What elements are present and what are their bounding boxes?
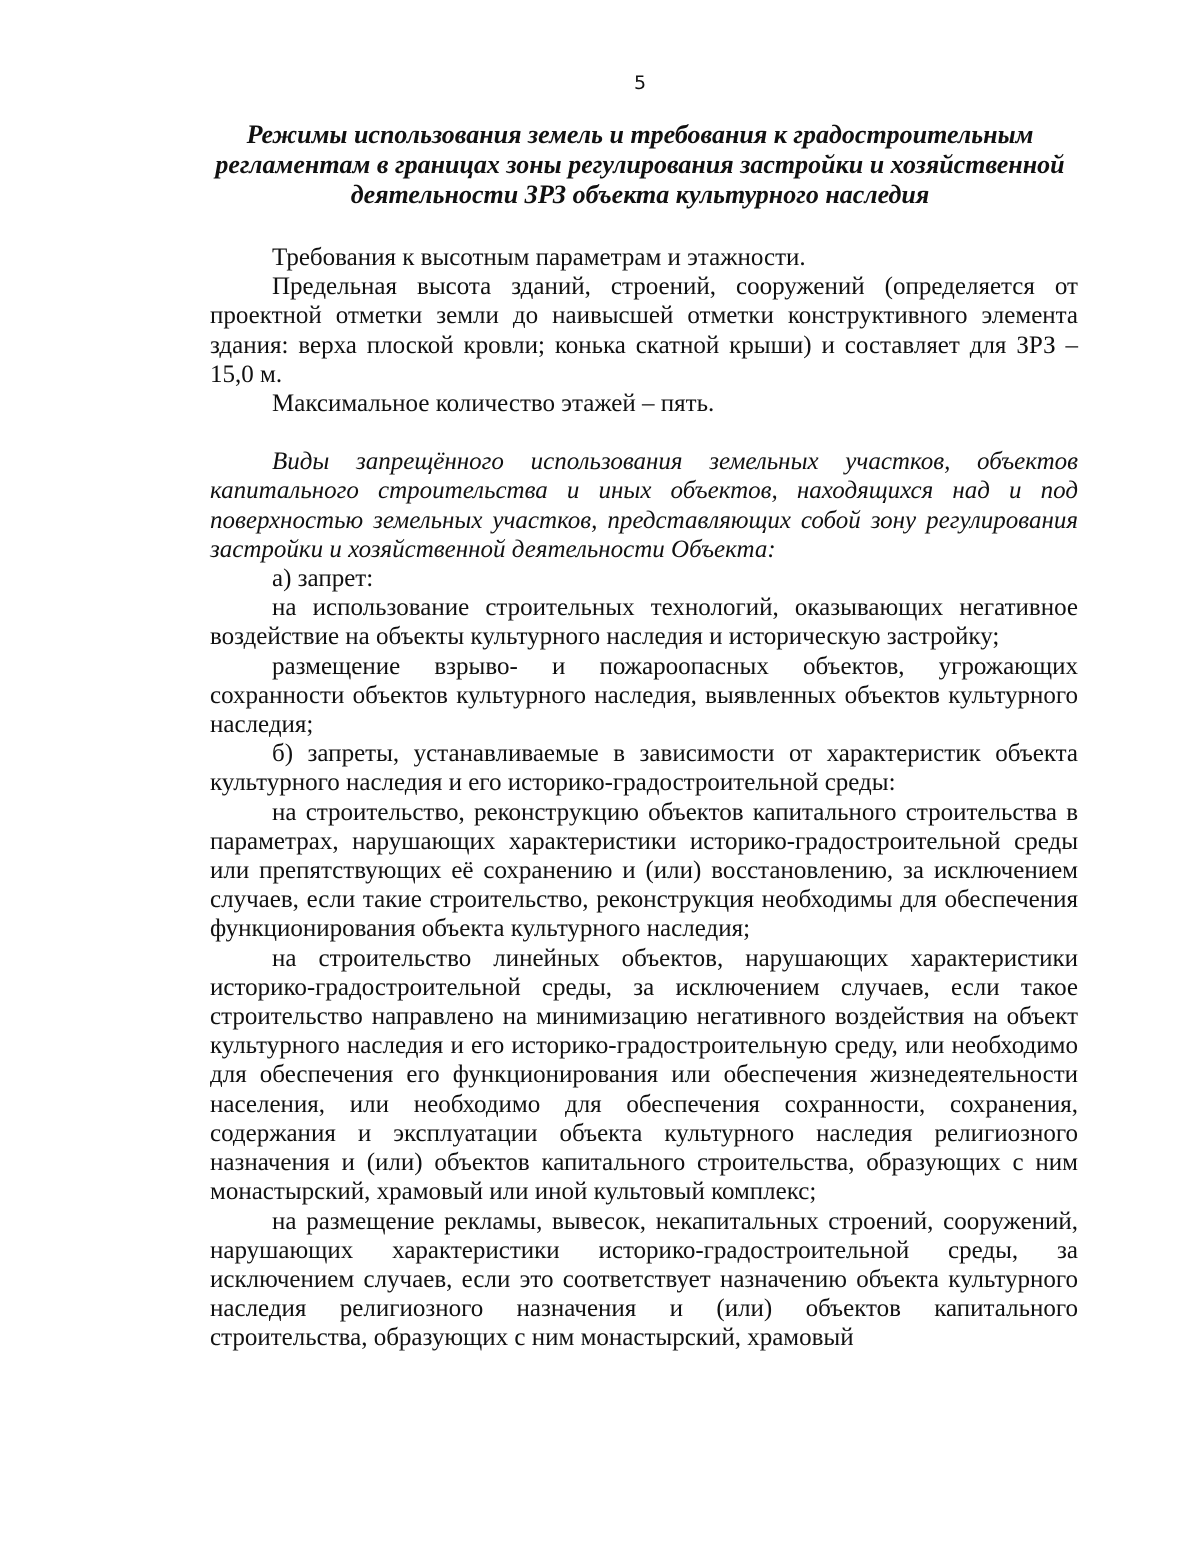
- max-height-paragraph: Предельная высота зданий, строений, сооружений (определяется от проектной отметки земли до наивысшей отметки конструктивного элемента здания: верха плоской кровли; конька скатной крыши) и составляет для ЗРЗ – 15,0 м.: [210, 273, 1078, 388]
- item-a-2: размещение взрыво- и пожароопасных объектов, угрожающих сохранности объектов культурного наследия, выявленных объектов культурного наследия;: [210, 652, 1078, 739]
- item-b-1: на строительство, реконструкцию объектов капитального строительства в параметрах, нарушающих характеристики историко-градостроительной среды или препятствующих её сохранению и (или) восстановлению, за исключением случаев, если такие строительство, реконструкция необходимы для обеспечения функционирования объекта культурного наследия;: [210, 798, 1078, 943]
- prohibited-uses-title: Виды запрещённого использования земельных участков, объектов капитального строительства и иных объектов, находящихся над и под поверхностью земельных участков, представляющих собой зону регулирования застройки и хозяйственной деятельности Объекта:: [210, 448, 1078, 563]
- heading-line-1: Режимы использования земель и требования к градостроительным: [246, 120, 1034, 149]
- heading-line-3: деятельности ЗРЗ объекта культурного наследия: [350, 180, 930, 209]
- section-heading: [200, 120, 1080, 210]
- height-requirements-title: Требования к высотным параметрам и этажности.: [272, 244, 806, 271]
- item-b-label: б) запреты, устанавливаемые в зависимости от характеристик объекта культурного наследия и его историко-градостроительной среды:: [210, 740, 1078, 797]
- paragraph-gap: [210, 418, 1078, 447]
- max-floors-paragraph: Максимальное количество этажей – пять.: [272, 390, 715, 418]
- item-b-2: на строительство линейных объектов, нарушающих характеристики историко-градостроительной среды, за исключением случаев, если такое строительство направлено на минимизацию негативного воздействия на объект культурного наследия и его историко-градостроительную среду, или необходимо для обеспечения его функционирования или обеспечения жизнедеятельности населения, или необходимо для обеспечения сохранности, сохранения, содержания и эксплуатации объекта культурного наследия религиозного назначения и (или) объектов капитального строительства, образующих с ним монастырский, храмовый или иной культовый комплекс;: [210, 944, 1078, 1206]
- item-b-3: на размещение рекламы, вывесок, некапитальных строений, сооружений, нарушающих характеристики историко-градостроительной среды, за исключением случаев, если это соответствует назначению объекта культурного наследия религиозного назначения и (или) объектов капитального строительства, образующих с ним монастырский, храмовый: [210, 1207, 1078, 1352]
- page-number: 5: [633, 72, 647, 94]
- heading-line-2: регламентам в границах зоны регулирования застройки и хозяйственной: [215, 150, 1065, 179]
- item-a-1: на использование строительных технологий, оказывающих негативное воздействие на объекты культурного наследия и историческую застройку;: [210, 594, 1078, 651]
- document-body: [210, 243, 1078, 1353]
- item-a-label: а) запрет:: [272, 565, 374, 593]
